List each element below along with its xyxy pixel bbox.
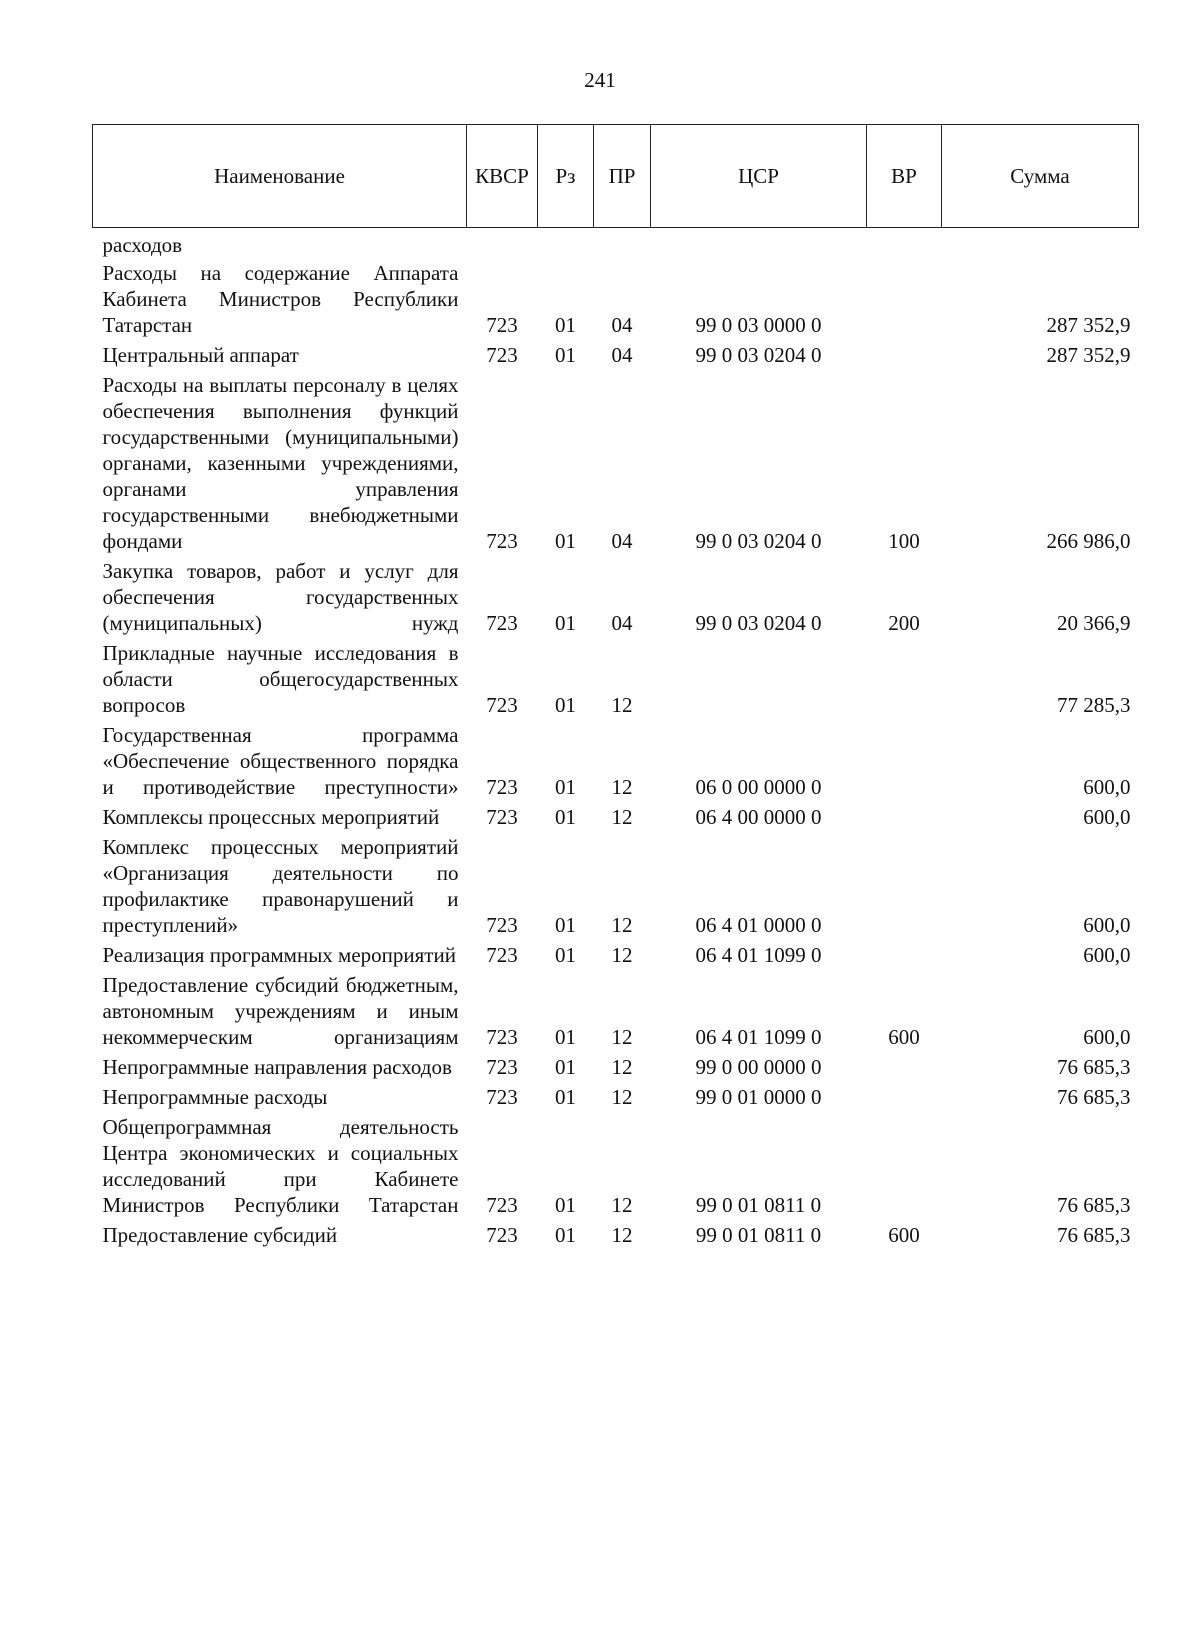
row-kvsr: 723	[486, 1025, 518, 1049]
table-row	[93, 260, 1139, 342]
row-pr: 12	[611, 1055, 633, 1079]
row-vr	[867, 834, 942, 942]
header-csr: ЦСР	[651, 125, 867, 228]
table-row	[93, 1054, 1139, 1084]
row-name: Расходы на содержание Аппарата Кабинета Министров Республики Татарстан	[102, 261, 459, 337]
table-row	[93, 1222, 1139, 1252]
row-kvsr: 723	[486, 1085, 518, 1109]
row-vr: 600	[888, 1025, 920, 1049]
row-pr: 12	[611, 1223, 633, 1247]
table-row	[93, 228, 1139, 261]
row-csr: 99 0 03 0204 0	[695, 343, 822, 367]
row-sum: 266 986,0	[1046, 529, 1131, 553]
row-kvsr: 723	[486, 343, 518, 367]
row-kvsr: 723	[486, 1055, 518, 1079]
row-pr: 04	[611, 313, 633, 337]
header-vr: ВР	[867, 125, 942, 228]
table-row	[93, 342, 1139, 372]
row-rz: 01	[555, 1223, 576, 1247]
row-name: Государственная программа «Обеспечение общественного порядка и противодействие преступности»	[102, 723, 459, 799]
row-pr: 12	[611, 1193, 633, 1217]
table-row	[93, 558, 1139, 640]
row-name: Комплекс процессных мероприятий «Организация деятельности по профилактике правонарушений и преступлений»	[102, 835, 459, 937]
row-name: Закупка товаров, работ и услуг для обеспечения государственных (муниципальных) нужд	[102, 559, 459, 635]
row-csr: 06 4 01 1099 0	[695, 1025, 822, 1049]
row-rz: 01	[555, 913, 576, 937]
row-csr: 06 4 01 0000 0	[695, 913, 822, 937]
table-row	[93, 834, 1139, 942]
row-csr: 06 0 00 0000 0	[695, 775, 822, 799]
row-sum: 77 285,3	[1057, 693, 1131, 717]
row-vr	[867, 640, 942, 722]
row-vr	[867, 942, 942, 972]
table-row	[93, 1084, 1139, 1114]
row-sum: 600,0	[1083, 913, 1131, 937]
row-vr	[867, 804, 942, 834]
row-csr: 99 0 01 0000 0	[695, 1085, 822, 1109]
row-pr: 04	[611, 343, 633, 367]
row-csr: 99 0 00 0000 0	[695, 1055, 822, 1079]
table-row	[93, 942, 1139, 972]
row-sum: 76 685,3	[1057, 1193, 1131, 1217]
row-name: Расходы на выплаты персоналу в целях обеспечения выполнения функций государственными (муниципальными) органами, казенными учреждениями, органами управления государственными внебюджетными фондами	[102, 373, 459, 553]
row-kvsr: 723	[486, 943, 518, 967]
header-rz: Рз	[538, 125, 594, 228]
row-rz: 01	[555, 1085, 576, 1109]
row-pr: 12	[611, 1025, 633, 1049]
row-kvsr: 723	[486, 1223, 518, 1247]
row-rz: 01	[555, 343, 576, 367]
row-pr: 12	[611, 1085, 633, 1109]
row-name: Предоставление субсидий	[102, 1223, 338, 1247]
row-rz: 01	[555, 313, 576, 337]
row-name: Общепрограммная деятельность Центра экономических и социальных исследований при Кабинете Министров Республики Татарстан	[102, 1115, 459, 1217]
row-vr: 600	[888, 1223, 920, 1247]
row-pr: 12	[611, 943, 633, 967]
table-row	[93, 722, 1139, 804]
row-pr: 04	[611, 529, 633, 553]
row-csr: 06 4 00 0000 0	[695, 805, 822, 829]
header-kvsr: КВСР	[467, 125, 538, 228]
row-sum: 600,0	[1083, 805, 1131, 829]
row-kvsr: 723	[486, 693, 518, 717]
row-rz: 01	[555, 805, 576, 829]
page-number: 241	[584, 68, 616, 92]
table-row	[93, 1114, 1139, 1222]
row-name: Предоставление субсидий бюджетным, автономным учреждениям и иным некоммерческим организациям	[102, 973, 459, 1049]
table-header	[93, 125, 1139, 228]
row-rz: 01	[555, 943, 576, 967]
row-rz: 01	[555, 693, 576, 717]
row-name: Непрограммные расходы	[102, 1085, 328, 1109]
table-body	[93, 228, 1139, 1253]
row-vr	[867, 1084, 942, 1114]
row-rz: 01	[555, 1193, 576, 1217]
row-sum: 600,0	[1083, 775, 1131, 799]
row-name: Реализация программных мероприятий	[102, 943, 456, 967]
row-rz: 01	[555, 1055, 576, 1079]
table-row	[93, 972, 1139, 1054]
row-vr: 200	[888, 611, 920, 635]
row-sum: 287 352,9	[1046, 313, 1131, 337]
row-kvsr: 723	[486, 805, 518, 829]
budget-table	[92, 124, 1139, 1252]
row-csr: 06 4 01 1099 0	[695, 943, 822, 967]
row-vr	[867, 722, 942, 804]
row-name: Непрограммные направления расходов	[102, 1055, 452, 1079]
row-pr: 12	[611, 805, 633, 829]
row-csr: 99 0 03 0204 0	[695, 611, 822, 635]
row-kvsr: 723	[486, 913, 518, 937]
row-pr: 04	[611, 611, 633, 635]
row-csr	[651, 640, 867, 722]
header-sum: Сумма	[942, 125, 1139, 228]
row-sum: 20 366,9	[1057, 611, 1131, 635]
row-csr: 99 0 01 0811 0	[695, 1223, 822, 1247]
row-kvsr: 723	[486, 529, 518, 553]
row-vr	[867, 342, 942, 372]
row-sum: 76 685,3	[1057, 1085, 1131, 1109]
header-name: Наименование	[93, 125, 467, 228]
row-vr	[867, 1114, 942, 1222]
row-name: Комплексы процессных мероприятий	[102, 805, 440, 829]
row-kvsr: 723	[486, 313, 518, 337]
header-pr: ПР	[594, 125, 651, 228]
row-sum: 76 685,3	[1057, 1055, 1131, 1079]
row-name: Прикладные научные исследования в области общегосударственных вопросов	[102, 641, 459, 717]
row-name: расходов	[102, 233, 183, 257]
row-kvsr: 723	[486, 775, 518, 799]
table-row	[93, 640, 1139, 722]
row-vr: 100	[888, 529, 920, 553]
row-vr	[867, 260, 942, 342]
row-sum: 287 352,9	[1046, 343, 1131, 367]
row-rz: 01	[555, 529, 576, 553]
row-rz: 01	[555, 611, 576, 635]
row-sum: 600,0	[1083, 1025, 1131, 1049]
row-csr: 99 0 01 0811 0	[695, 1193, 822, 1217]
table-row	[93, 804, 1139, 834]
row-vr	[867, 1054, 942, 1084]
row-pr: 12	[611, 913, 633, 937]
row-csr: 99 0 03 0204 0	[695, 529, 822, 553]
row-rz: 01	[555, 1025, 576, 1049]
row-rz: 01	[555, 775, 576, 799]
row-kvsr: 723	[486, 611, 518, 635]
row-sum: 600,0	[1083, 943, 1131, 967]
row-pr: 12	[611, 693, 633, 717]
table-row	[93, 372, 1139, 558]
row-pr: 12	[611, 775, 633, 799]
row-csr: 99 0 03 0000 0	[695, 313, 822, 337]
row-sum: 76 685,3	[1057, 1223, 1131, 1247]
row-name: Центральный аппарат	[102, 343, 299, 367]
row-kvsr: 723	[486, 1193, 518, 1217]
